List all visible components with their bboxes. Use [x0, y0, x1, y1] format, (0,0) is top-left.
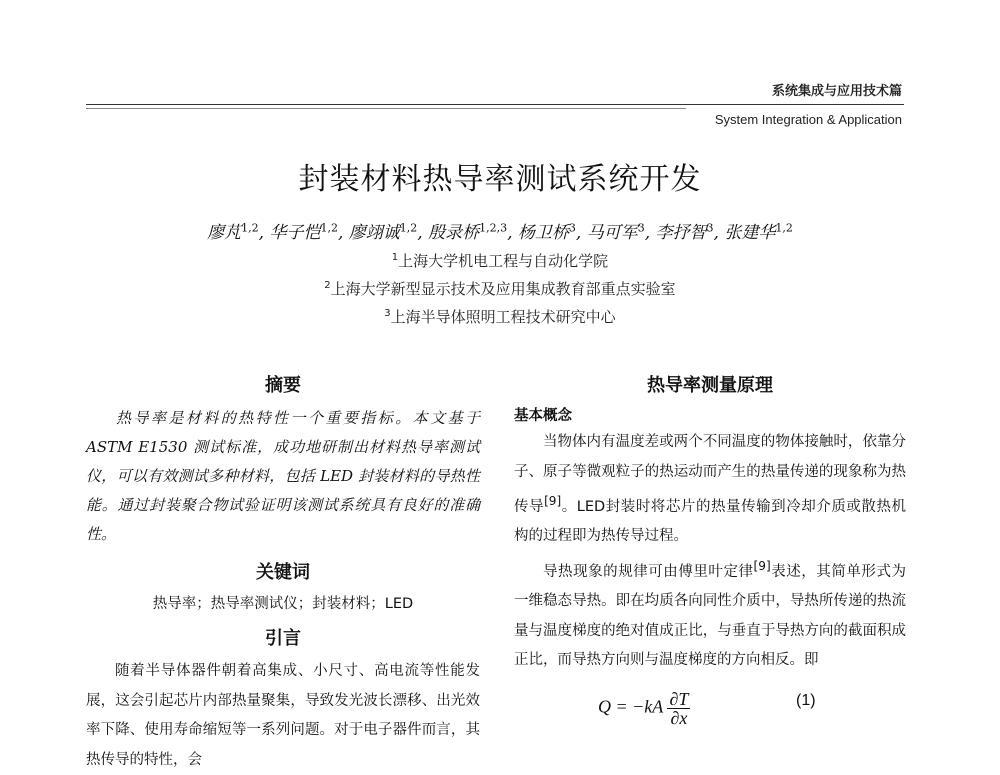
abstract-heading: 摘要: [265, 375, 301, 396]
equation-number: (1): [796, 691, 816, 709]
author-list: 廖芃$^{1,2}$, 华子恺$^{1,2}$, 廖翊诚$^{1,2}$, 殷录桥$^{1,2,3}$, 杨卫桥$^3$, 马可军$^3$, 李抒智$^3$, 张建华$^{1,2}$: [207, 221, 793, 243]
right-column: [514, 374, 907, 728]
header-rule-thin: [86, 108, 686, 109]
intro-heading: 引言: [265, 628, 301, 649]
equation-fraction: $\frac{\partial T}{\partial x}$: [669, 688, 689, 728]
citation: [9]: [544, 494, 562, 508]
affiliation-3: $^3$上海半导体照明工程技术研究中心: [384, 308, 616, 326]
author: 马可军$^3$: [586, 221, 645, 243]
principle-heading: 热导率测量原理: [647, 375, 773, 396]
affiliation-1: $^1$上海大学机电工程与自动化学院: [391, 252, 609, 270]
paper-title: 封装材料热导率测试系统开发: [298, 162, 702, 197]
journal-section-en: System Integration & Application: [714, 112, 902, 127]
journal-section-cn: 系统集成与应用技术篇: [771, 84, 902, 99]
affiliation-2: $^2$上海大学新型显示技术及应用集成教育部重点实验室: [324, 280, 676, 298]
keywords-heading: 关键词: [256, 562, 310, 583]
keywords-text: 热导率；热导率测试仪；封装材料；LED: [152, 596, 414, 612]
author: 廖芃$^{1,2}$: [207, 221, 259, 243]
author: 殷录桥$^{1,2,3}$: [428, 221, 508, 243]
abstract-text: 热导率是材料的热特性一个重要指标。本文基于 ASTM E1530 测试标准，成功地研制出材料热导率测试仪，可以有效测试多种材料，包括 LED 封装材料的导热性能。通过封装聚合物试验证明该测试系统具有良好的准确性。: [86, 409, 480, 543]
equation-expression: Q = −kA $\frac{\partial T}{\partial x}$: [598, 688, 689, 728]
author: 杨卫桥$^3$: [517, 221, 576, 243]
header-rule: [86, 104, 904, 105]
author: 华子恺$^{1,2}$: [269, 221, 338, 243]
equation-1: [514, 680, 906, 728]
left-column: [86, 374, 480, 775]
paragraph-fourier-law: 导热现象的规律可由傅里叶定律[9]表述，其简单形式为一维稳态导热。即在均质各向同性介质中，导热所传递的热流量与温度梯度的绝对值成正比，与垂直于导热方向的截面积成正比，而导热方向则与温度梯度的方向相反。即: [514, 558, 907, 669]
author: 李抒智$^3$: [655, 221, 714, 243]
intro-text: 随着半导体器件朝着高集成、小尺寸、高电流等性能发展，这会引起芯片内部热量聚集，导致发光波长漂移、出光效率下降、使用寿命缩短等一系列问题。对于电子器件而言，其热传导的特性，会: [86, 663, 480, 768]
citation: [9]: [753, 558, 771, 573]
basic-concept-subheading: 基本概念: [514, 408, 572, 424]
paragraph-heat-conduction: 当物体内有温度差或两个不同温度的物体接触时，依靠分子、原子等微观粒子的热运动而产生的热量传递的现象称为热传导[9]。LED封装时将芯片的热量传输到冷却介质或散热机构的过程即为热传导过程。: [514, 434, 907, 545]
author: 廖翊诚$^{1,2}$: [348, 221, 418, 243]
author: 张建华$^{1,2}$: [724, 221, 793, 243]
